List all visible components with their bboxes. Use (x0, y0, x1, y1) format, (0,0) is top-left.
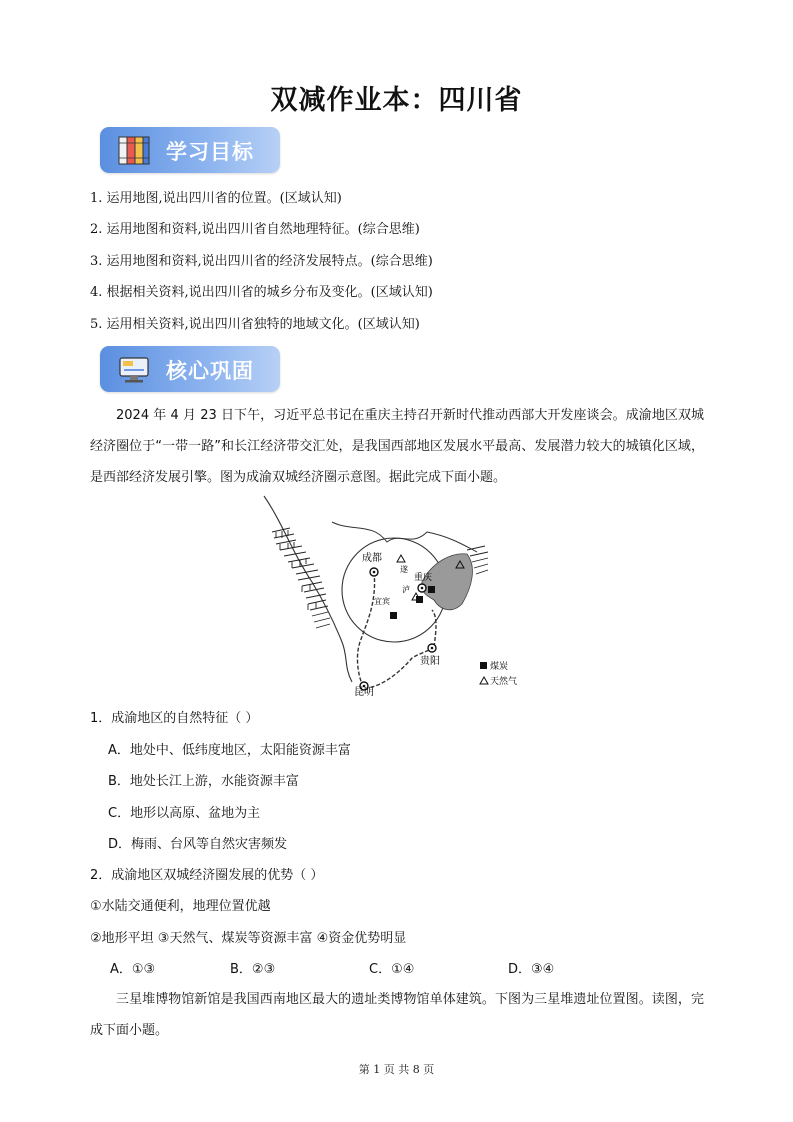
question-1-option-b: B．地处长江上游，水能资源丰富 (108, 774, 299, 789)
chengyu-economic-circle-map (262, 492, 532, 698)
map-label-chongqing: 重庆 (414, 573, 433, 583)
section-banner-core (100, 346, 280, 392)
passage-paragraph: 2024 年 4 月 23 日下午，习近平总书记在重庆主持召开新时代推动西部大开发座谈会。成渝地区双城经济圈位于“一带一路”和长江经济带交汇处，是我国西部地区发展水平最高、发展潜力较大的城镇化区域，是西部经济发展引擎。图为成渝双城经济圈示意图。据此完成下面小题。 (90, 408, 704, 485)
question-1-option-d: D．梅雨、台风等自然灾害频发 (108, 837, 288, 852)
map-label-yibin: 宜宾 (374, 597, 390, 606)
books-icon (116, 133, 152, 167)
question-1-option-c: C．地形以高原、盆地为主 (108, 806, 261, 821)
question-2-choice-d: D．③④ (508, 962, 555, 977)
goal-item: 4. 根据相关资料,说出四川省的城乡分布及变化。(区域认知) (90, 285, 433, 300)
question-2-stem: 2．成渝地区双城经济圈发展的优势（ ） (90, 868, 324, 883)
question-2-item: ①水陆交通便利，地理位置优越 (90, 899, 271, 914)
computer-icon (116, 352, 152, 386)
legend-coal-label: 煤炭 (490, 662, 509, 672)
question-2-choice-c: C．①④ (369, 962, 415, 977)
page-footer: 第 1 页 共 8 页 (358, 1063, 435, 1076)
goal-item: 3. 运用地图和资料,说出四川省的经济发展特点。(综合思维) (90, 254, 433, 269)
map-label-chengdu: 成都 (362, 553, 382, 564)
banner-core-label: 核心巩固 (166, 359, 254, 383)
goal-item: 5. 运用相关资料,说出四川省独特的地域文化。(区域认知) (90, 317, 420, 332)
question-2-choice-a: A．①③ (110, 962, 156, 977)
map-label-kunming: 昆明 (354, 687, 374, 698)
legend-coal-marker (480, 662, 487, 669)
map-label-luzhou: 泸 (402, 585, 410, 594)
legend-gas-marker (480, 677, 488, 684)
page-title: 双减作业本：四川省 (270, 85, 523, 116)
passage-paragraph: 三星堆博物馆新馆是我国西南地区最大的遗址类博物馆单体建筑。下图为三星堆遗址位置图。读图，完成下面小题。 (90, 992, 704, 1038)
map-label-sui: 遂 (400, 565, 408, 574)
goal-item: 2. 运用地图和资料,说出四川省自然地理特征。(综合思维) (90, 222, 420, 237)
question-1-stem: 1．成渝地区的自然特征（ ） (90, 711, 259, 726)
question-1-option-a: A．地处中、低纬度地区，太阳能资源丰富 (108, 743, 351, 758)
goal-item: 1. 运用地图,说出四川省的位置。(区域认知) (90, 191, 342, 206)
banner-goals-label: 学习目标 (166, 140, 254, 164)
legend-gas-label: 天然气 (490, 677, 518, 687)
question-2-item: ②地形平坦 ③天然气、煤炭等资源丰富 ④资金优势明显 (90, 931, 407, 946)
section-banner-goals (100, 127, 280, 173)
question-2-choice-b: B．②③ (230, 962, 276, 977)
map-label-guiyang: 贵阳 (420, 656, 440, 667)
